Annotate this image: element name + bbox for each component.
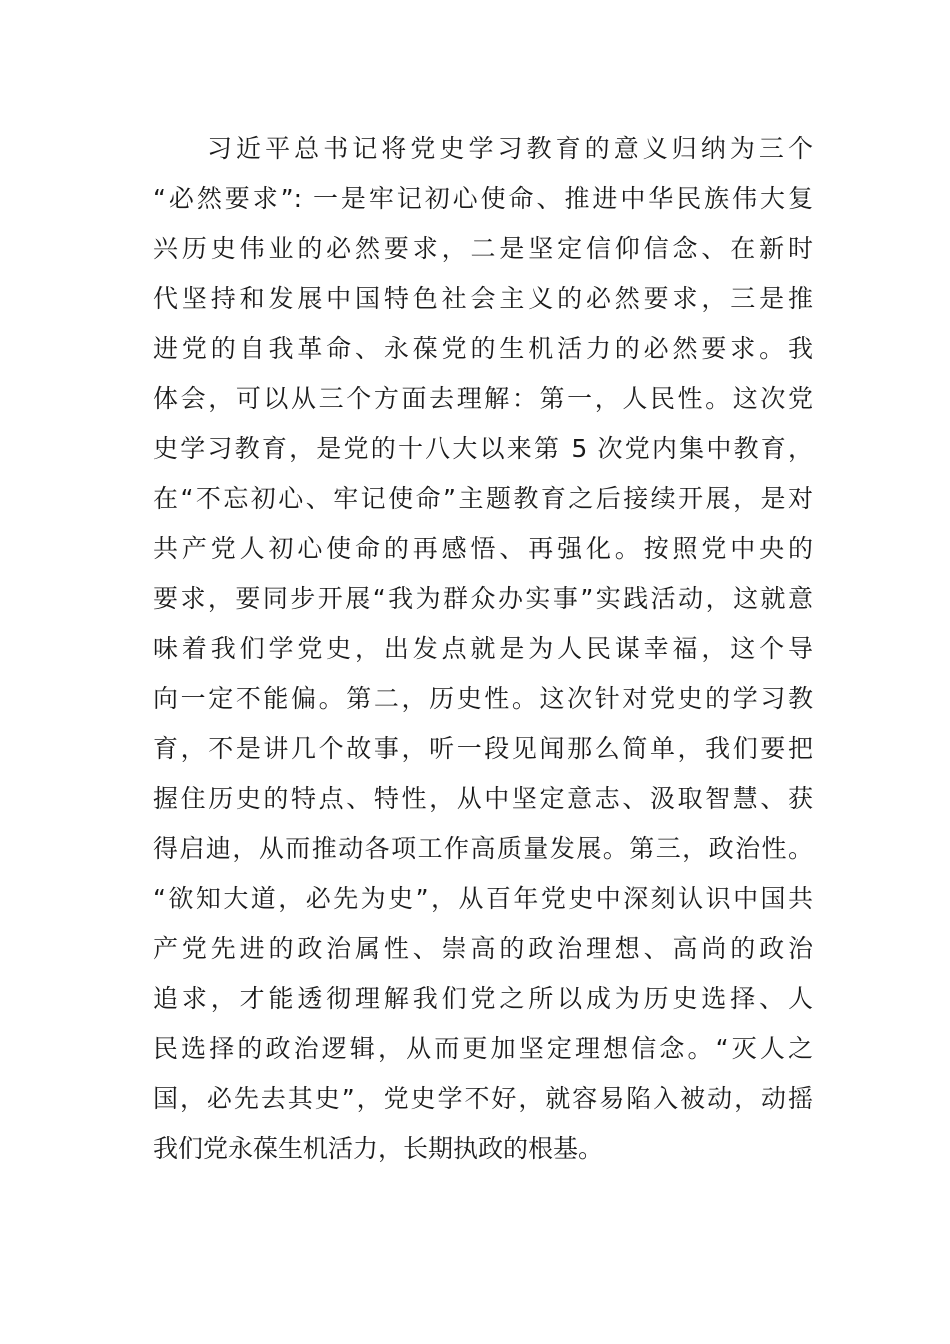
paragraph-line: 育，不是讲几个故事，听一段见闻那么简单，我们要把	[153, 734, 813, 763]
paragraph-line: 味着我们学党史，出发点就是为人民谋幸福，这个导	[153, 634, 813, 663]
paragraph-line: 兴历史伟业的必然要求，二是坚定信仰信念、在新时	[153, 234, 813, 263]
paragraph-line: 要求，要同步开展“我为群众办实事”实践活动，这就意	[153, 584, 813, 613]
paragraph-line: 进党的自我革命、永葆党的生机活力的必然要求。我	[153, 334, 813, 363]
paragraph-line: 史学习教育，是党的十八大以来第 5 次党内集中教育，	[153, 434, 813, 463]
paragraph-line: 我们党永葆生机活力，长期执政的根基。	[153, 1134, 604, 1163]
paragraph-line: 共产党人初心使命的再感悟、再强化。按照党中央的	[153, 534, 813, 563]
paragraph-line: 国，必先去其史”，党史学不好，就容易陷入被动，动摇	[153, 1084, 813, 1113]
paragraph-line: 习近平总书记将党史学习教育的意义归纳为三个	[207, 134, 813, 163]
paragraph-line: 体会，可以从三个方面去理解：第一，人民性。这次党	[153, 384, 813, 413]
paragraph-line: 在“不忘初心、牢记使命”主题教育之后接续开展，是对	[153, 484, 813, 513]
paragraph-line: 握住历史的特点、特性，从中坚定意志、汲取智慧、获	[153, 784, 813, 813]
paragraph-line: 代坚持和发展中国特色社会主义的必然要求，三是推	[153, 284, 813, 313]
paragraph-line: 民选择的政治逻辑，从而更加坚定理想信念。“灭人之	[153, 1034, 813, 1063]
paragraph-line: 产党先进的政治属性、崇高的政治理想、高尚的政治	[153, 934, 813, 963]
paragraph-line: 向一定不能偏。第二，历史性。这次针对党史的学习教	[153, 684, 813, 713]
body-paragraph	[153, 124, 813, 1174]
paragraph-line: 追求，才能透彻理解我们党之所以成为历史选择、人	[153, 984, 813, 1013]
paragraph-line: “欲知大道，必先为史”，从百年党史中深刻认识中国共	[153, 884, 813, 913]
paragraph-line: “必然要求”: 一是牢记初心使命、推进中华民族伟大复	[153, 184, 813, 213]
paragraph-line: 得启迪，从而推动各项工作高质量发展。第三，政治性。	[153, 834, 813, 863]
